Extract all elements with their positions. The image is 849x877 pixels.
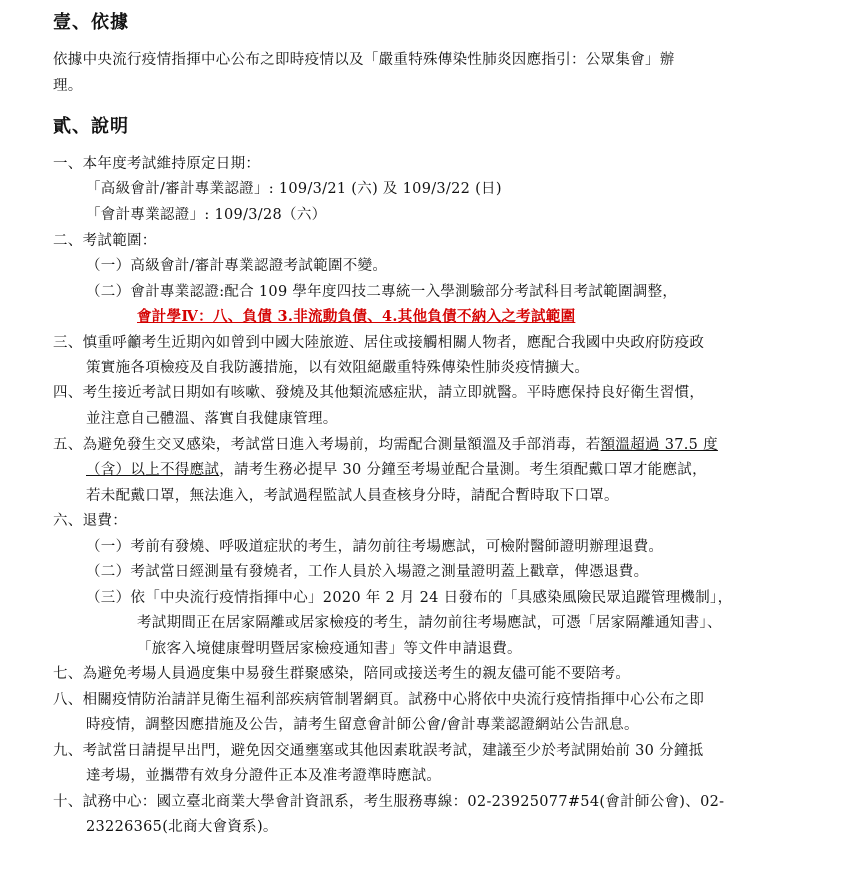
item5-line-1 [53,433,718,454]
item6-title: 六、退費： [53,513,127,529]
item6-sub1: （一）考前有發燒、呼吸道症狀的考生，請勿前往考場應試，可檢附醫師證明辦理退費。 [86,539,664,555]
item5-line-2 [86,458,707,479]
item5-line-3: 若未配戴口罩，無法進入，考試過程監試人員查核身分時，請配合暫時取下口罩。 [86,488,619,504]
item9-line-2: 達考場，並攜帶有效身分證件正本及准考證準時應試。 [86,768,442,784]
basis-line-1: 依據中央流行疫情指揮中心公布之即時疫情以及「嚴重特殊傳染性肺炎因應指引：公眾集會」辦 [53,52,675,68]
item4-line-2: 並注意自己體溫、落實自我健康管理。 [86,411,338,427]
item6-sub3-line-2: 考試期間正在居家隔離或居家檢疫的考生，請勿前往考場應試，可憑「居家隔離通知書」、 [137,615,722,631]
item2-sub1: （一）高級會計/審計專業認證考試範圍不變。 [86,258,388,274]
item1-title: 一、本年度考試維持原定日期： [53,156,261,172]
basis-line-2: 理。 [53,78,83,94]
item3-line-2: 策實施各項檢疫及自我防護措施，以有效阻絕嚴重特殊傳染性肺炎疫情擴大。 [86,360,590,376]
section-heading-explanation: 貳、說明 [53,116,129,137]
item5-temperature-limit: 額溫超過 37.5 度 [600,437,718,453]
item5-line-2-text: ，請考生務必提早 30 分鐘至考場並配合量測。考生須配戴口罩才能應試， [219,462,707,478]
item6-sub2: （二）考試當日經測量有發燒者，工作人員於入場證之測量證明蓋上戳章，俾憑退費。 [86,564,649,580]
item6-sub3-line-1: （三）依「中央流行疫情指揮中心」2020 年 2 月 24 日發布的「具感染風險民眾追蹤管理機制」， [86,590,733,606]
item8-line-2: 時疫情，調整因應措施及公告，請考生留意會計師公會/會計專業認證網站公告訊息。 [86,717,639,733]
item10-line-1: 十、試務中心：國立臺北商業大學會計資訊系，考生服務專線：02-23925077#54(會計師公會)、02- [53,794,725,810]
item3-line-1: 三、慎重呼籲考生近期內如曾到中國大陸旅遊、居住或接觸相關人物者，應配合我國中央政府防疫政 [53,335,705,351]
item2-sub2: （二）會計專業認證:配合 109 學年度四技二專統一入學測驗部分考試科目考試範圍調整， [86,284,678,300]
item5-no-exam-notice: （含）以上不得應試 [86,462,220,478]
item5-line-1-text: 五、為避免發生交叉感染，考試當日進入考場前，均需配合測量額溫及手部消毒，若 [53,437,601,453]
section-heading-basis: 壹、依據 [53,12,129,33]
item6-sub3-line-3: 「旅客入境健康聲明暨居家檢疫通知書」等文件申請退費。 [137,641,522,657]
item2-title: 二、考試範圍： [53,233,157,249]
item8-line-1: 八、相關疫情防治請詳見衛生福利部疾病管制署網頁。試務中心將依中央流行疫情指揮中心公布之即 [53,692,705,708]
item2-highlight: 會計學Ⅳ：八、負債 3.非流動負債、4.其他負債不納入之考試範圍 [137,308,576,325]
item9-line-1: 九、考試當日請提早出門，避免因交通壅塞或其他因素耽誤考試，建議至少於考試開始前 30 分鐘抵 [53,743,704,759]
item10-line-2: 23226365(北商大會資系)。 [86,819,278,835]
item4-line-1: 四、考生接近考試日期如有咳嗽、發燒及其他類流感症狀，請立即就醫。平時應保持良好衛生習慣， [53,385,705,401]
item7: 七、為避免考場人員過度集中易發生群聚感染，陪同或接送考生的親友儘可能不要陪考。 [53,666,631,682]
item1-sub1: 「高級會計/審計專業認證」: 109/3/21 (六) 及 109/3/22 (日) [86,181,502,197]
item1-sub2: 「會計專業認證」: 109/3/28（六） [86,207,327,223]
